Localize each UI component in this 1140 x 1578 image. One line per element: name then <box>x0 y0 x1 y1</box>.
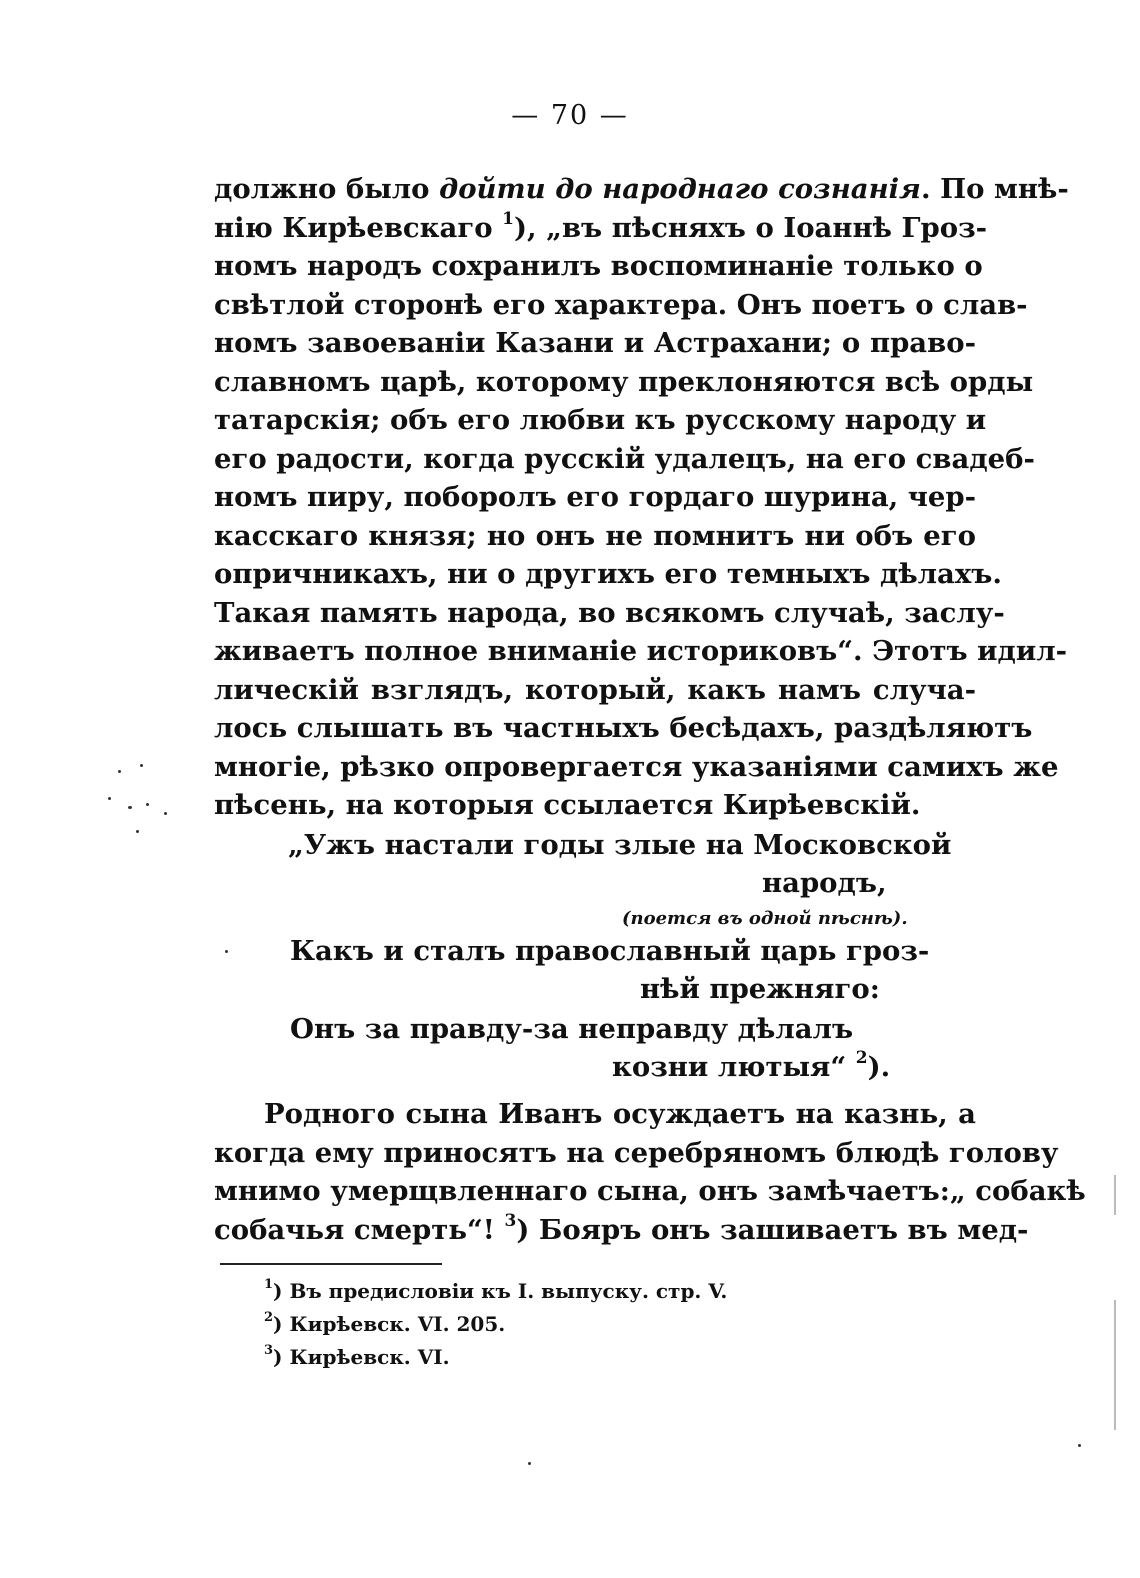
verse-line-3-end: ). <box>867 1051 891 1083</box>
scan-speck <box>146 803 149 806</box>
text-line <box>214 440 1035 479</box>
scan-speck <box>118 770 121 773</box>
footnote-text: ) Кирѣевск. VI. 205. <box>273 1312 506 1336</box>
text-run: номъ завоеваніи Казани и Астрахани; о право- <box>214 327 976 359</box>
verse-line-1: „Ужъ настали годы злые на Московской <box>288 829 952 861</box>
footnote-number: 2 <box>264 1310 274 1325</box>
text-run: . По мнѣ- <box>920 173 1069 205</box>
text-line <box>214 748 1059 787</box>
text-run: ) Бояръ онъ зашиваетъ въ мед- <box>516 1213 1029 1246</box>
footnote-number: 3 <box>264 1343 274 1358</box>
text-line <box>214 1095 976 1134</box>
text-run: номъ народъ сохранилъ воспоминаніе только о <box>214 250 983 282</box>
footnote-ref: 1 <box>502 208 514 229</box>
footnote-ref-2: 2 <box>855 1048 868 1068</box>
text-run: лось слышать въ частныхъ бесѣдахъ, раздѣляютъ <box>214 712 1033 744</box>
text-run: Такая память народа, во всякомъ случаѣ, заслу- <box>214 596 1005 629</box>
text-run: пѣсень, на которыя ссылается Кирѣевскій. <box>214 789 921 821</box>
text-line <box>214 632 1068 671</box>
scan-speck <box>128 806 132 809</box>
text-run: его радости, когда русскій удалецъ, на его свадеб- <box>214 442 1035 475</box>
footnote-number: 1 <box>264 1277 274 1292</box>
text-line <box>214 478 976 517</box>
main-paragraph <box>214 170 1069 825</box>
text-line <box>214 555 1002 594</box>
verse-line-1-cont: народъ, <box>762 867 887 899</box>
scan-speck <box>1078 1444 1081 1447</box>
text-line <box>214 594 1005 633</box>
text-line <box>214 1134 1059 1173</box>
text-run: ), „въ пѣсняхъ о Іоаннѣ Гроз- <box>513 211 988 244</box>
scan-speck <box>140 764 143 767</box>
verse-line-2: Какъ и сталъ православный царь гроз- <box>290 935 930 967</box>
footnote-3 <box>264 1341 727 1374</box>
text-line <box>214 671 976 710</box>
scan-speck <box>528 1462 531 1465</box>
page-number: — 70 — <box>511 100 629 131</box>
text-line <box>214 208 988 248</box>
text-line <box>214 1210 1029 1250</box>
footnote-rule <box>220 1263 442 1265</box>
footnote-2 <box>264 1308 727 1341</box>
text-run: опричникахъ, ни о другихъ его темныхъ дѣлахъ. <box>214 558 1002 590</box>
footnotes <box>264 1275 727 1374</box>
text-line <box>214 1172 1086 1211</box>
verse-line-3-cont <box>612 1048 890 1086</box>
scan-speck <box>136 830 139 833</box>
scan-edge-mark <box>1114 1300 1116 1430</box>
text-run: свѣтлой сторонѣ его характера. Онъ поетъ о слав- <box>214 288 1028 321</box>
text-run: многіе, рѣзко опровергается указаніями самихъ же <box>214 750 1059 783</box>
text-line <box>214 401 987 440</box>
text-run: номъ пиру, поборолъ его гордаго шурина, чер- <box>214 481 977 513</box>
footnote-text: ) Кирѣевск. VI. <box>273 1345 450 1369</box>
text-line <box>214 363 1034 402</box>
verse-line-3-text: козни лютыя“ <box>612 1051 856 1083</box>
text-run: нію Кирѣевскаго <box>214 211 503 244</box>
text-line <box>214 286 1028 325</box>
scan-speck <box>108 797 111 800</box>
verse-line-2-cont: нѣй прежняго: <box>640 973 880 1005</box>
text-line <box>214 170 1069 209</box>
text-run: собачья смерть“! <box>214 1213 505 1246</box>
footnote-1 <box>264 1275 727 1308</box>
italic-phrase: дойти до народнаго сознанія <box>439 173 921 205</box>
verse-line-3: Онъ за правду-за неправду дѣлалъ <box>290 1013 854 1045</box>
text-run: лическій взглядъ, который, какъ намъ случа- <box>214 673 976 706</box>
verse-source-note: (поется въ одной пѣснѣ). <box>622 908 908 929</box>
text-run: мнимо умерщвленнаго сына, онъ замѣчаетъ:„ собакѣ <box>214 1175 1086 1207</box>
text-line <box>214 709 1033 748</box>
text-run: татарскія; объ его любви къ русскому народу и <box>214 404 987 436</box>
text-line <box>214 517 976 556</box>
text-run: должно было <box>214 173 440 205</box>
text-run: живаетъ полное вниманіе историковъ“. Этотъ идил- <box>214 635 1068 667</box>
text-run: касскаго князя; но онъ не помнитъ ни объ его <box>214 519 976 552</box>
text-run: славномъ царѣ, которому преклоняются всѣ орды <box>214 365 1034 398</box>
text-line <box>214 786 976 825</box>
scan-edge-mark <box>1114 1175 1116 1215</box>
footnote-text: ) Въ предисловіи къ I. выпуску. стр. V. <box>273 1279 728 1303</box>
text-line <box>214 324 976 363</box>
text-run: когда ему приносятъ на серебряномъ блюдѣ голову <box>214 1136 1059 1169</box>
text-line <box>214 247 983 286</box>
second-paragraph <box>214 1095 1086 1249</box>
scan-speck <box>164 812 167 815</box>
scan-speck <box>225 950 228 953</box>
footnote-ref: 3 <box>504 1210 517 1231</box>
text-run: Родного сына Иванъ осуждаетъ на казнь, а <box>264 1098 976 1130</box>
